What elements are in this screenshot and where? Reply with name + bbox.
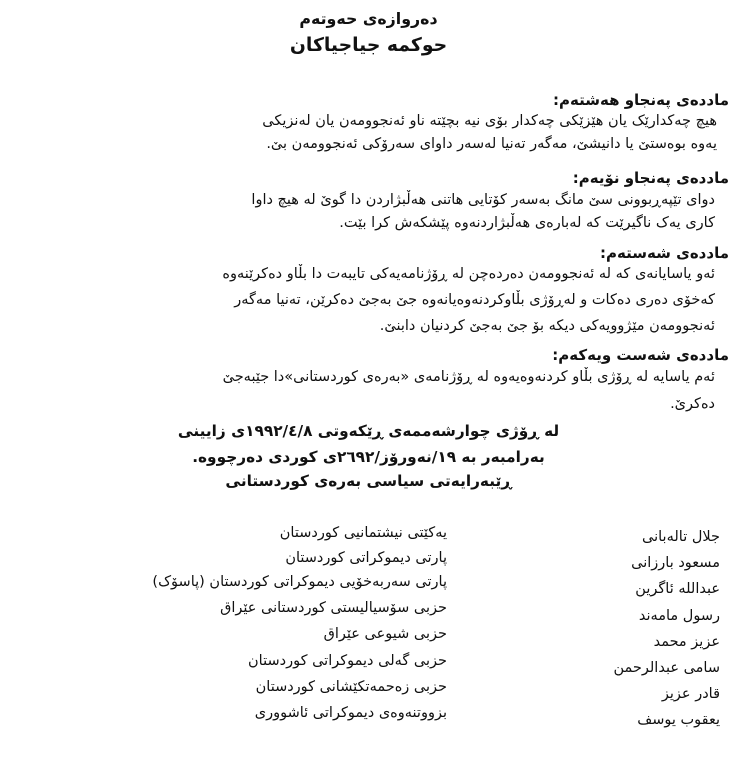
party-kdp: پارتی دیموکراتی کوردستان <box>285 550 447 566</box>
article-61-line-1: ئەم یاسایە لە ڕۆژی بڵاو کردنەوەیەوە لە ڕۆژنامەی «بەرەی کوردستانی»دا جێبەجێ <box>222 369 715 385</box>
signatory-yaqub-yousif: یعقوب یوسف <box>637 712 720 728</box>
issue-date-line: لە ڕۆژی چوارشەممەی ڕێکەوتی ۱۹۹۲/٤/۸ی زایینی <box>177 422 560 440</box>
article-58-line-1: هیچ چەکدارێک یان هێزێکی چەکدار بۆی نیە بچێتە ناو ئەنجوومەن یان لەنزیکی <box>262 113 717 129</box>
article-60-line-1: ئەو یاسایانەی کە لە ئەنجوومەن دەردەچن لە ڕۆژنامەیەکی تایبەت دا بڵاو دەکرێنەوە <box>222 266 715 282</box>
party-assyrian-movement: بزووتنەوەی دیموکراتی ئاشووری <box>254 705 447 721</box>
party-toilers: حزبی زەحمەتکێشانی کوردستان <box>255 679 447 695</box>
article-60-line-3: ئەنجوومەن مێژوویەکی دیکە بۆ جێ بەجێ کردنیان دابنێ. <box>379 318 715 334</box>
signatory-sami-abdulrahman: سامی عبدالرحمن <box>613 660 720 676</box>
party-communist: حزبی شیوعی عێراق <box>323 626 447 642</box>
signatory-jalal-talabani: جلال تالەبانی <box>642 529 720 545</box>
kurdish-date-line: بەرامبەر بە ۱۹/نەورۆز/۲٦۹۲ی کوردی دەرچووە. <box>192 448 545 466</box>
signatory-aziz-muhammad: عزیز محمد <box>653 634 720 650</box>
party-socialist: حزبی سۆسیالیستی کوردستانی عێراق <box>220 600 447 616</box>
article-59-line-1: دوای تێپەڕبوونی سێ مانگ بەسەر کۆتایی هاتنی هەڵبژاردن دا گوێ لە هیچ داوا <box>251 192 715 208</box>
party-pasok: پارتی سەربەخۆیی دیموکراتی کوردستان (پاسۆک) <box>152 574 447 590</box>
signatory-abdullah-agrin: عبداللە ئاگرین <box>635 581 720 597</box>
party-people-democratic: حزبی گەلی دیموکراتی کوردستان <box>248 653 447 669</box>
article-58-heading: ماددەی پەنجاو هەشتەم: <box>553 91 729 109</box>
chapter-title: دەروازەی حەوتەم <box>299 9 438 28</box>
article-61-heading: ماددەی شەست ویەکەم: <box>552 346 729 364</box>
article-58-line-2: یەوە بوەستێ یا دانیشێ، مەگەر تەنیا لەسەر داوای سەرۆکی ئەنجوومەن بێ. <box>266 136 717 152</box>
article-59-heading: ماددەی پەنجاو نۆیەم: <box>572 169 729 187</box>
signatory-rasul-mamand: رسول مامەند <box>638 608 720 624</box>
party-puk: یەکێتی نیشتمانیی کوردستان <box>279 525 447 541</box>
article-59-line-2: کاری یەک ناگیرێت کە لەبارەی هەڵبژاردنەوە پێشکەش کرا بێت. <box>339 215 715 231</box>
signatory-masoud-barzani: مسعود بارزانی <box>631 555 720 571</box>
article-60-line-2: کەخۆی دەری دەکات و لەڕۆژی بڵاوکردنەوەیانەوە جێ بەجێ دەکرێن، تەنیا مەگەر <box>234 292 715 308</box>
article-60-heading: ماددەی شەستەم: <box>600 244 729 262</box>
chapter-subtitle: حوکمە جیاجیاکان <box>289 35 448 56</box>
article-61-line-2: دەکرێ. <box>670 396 715 412</box>
signatory-qadir-aziz: قادر عزیز <box>661 686 720 702</box>
political-leadership-line: ڕێبەرایەتی سیاسی بەرەی کوردستانی <box>225 472 512 490</box>
